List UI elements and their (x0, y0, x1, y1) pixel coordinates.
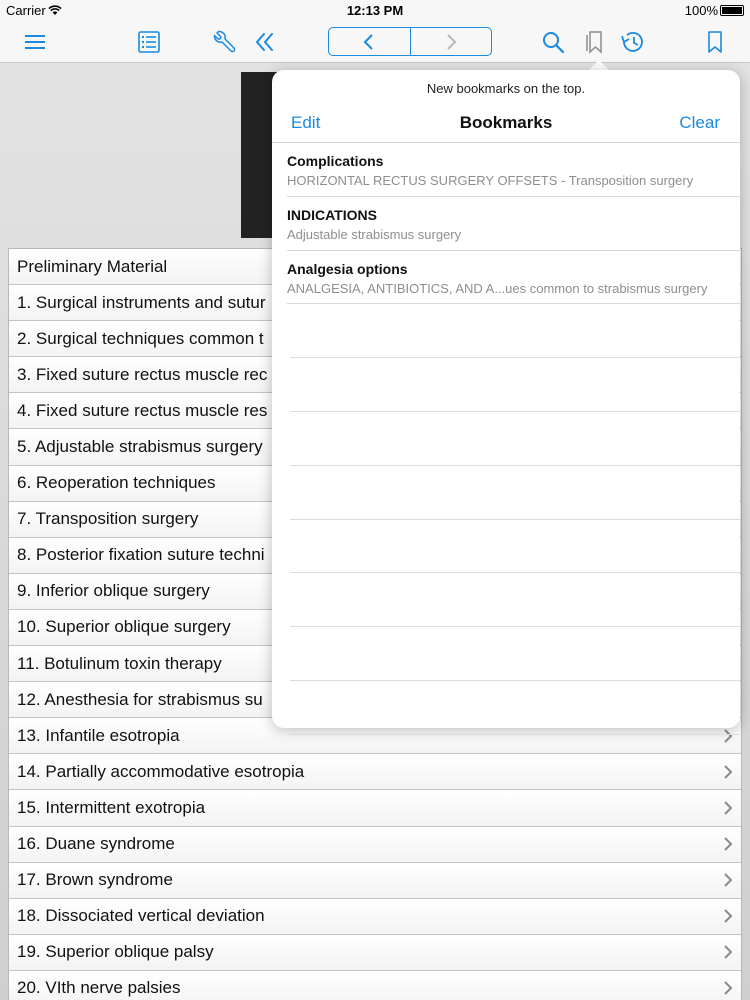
empty-row (290, 681, 740, 735)
battery-percent: 100% (684, 3, 718, 18)
toc-row-label: 11. Botulinum toxin therapy (17, 653, 222, 673)
chevron-right-icon (723, 801, 733, 815)
toc-row-label: 15. Intermittent exotropia (17, 797, 206, 817)
toc-row-label: 10. Superior oblique surgery (17, 617, 231, 637)
toc-row-label: 16. Duane syndrome (17, 834, 175, 854)
clear-button[interactable]: Clear (679, 113, 720, 132)
toc-row[interactable] (9, 863, 741, 899)
toc-row[interactable] (9, 899, 741, 935)
toc-row[interactable] (9, 971, 741, 1000)
chevron-right-icon (723, 981, 733, 995)
list-icon[interactable] (134, 27, 164, 57)
toc-row-label: 14. Partially accommodative esotropia (17, 761, 305, 781)
toc-row-label: 2. Surgical techniques common t (17, 328, 264, 348)
toc-row-label: 6. Reoperation techniques (17, 473, 216, 493)
toc-row-label: 8. Posterior fixation suture techni (17, 545, 265, 565)
empty-row (290, 627, 740, 681)
toc-row-label: 5. Adjustable strabismus surgery (17, 437, 263, 457)
history-icon[interactable] (618, 27, 648, 57)
toc-row-label: 13. Infantile esotropia (17, 725, 180, 745)
toc-row-label: 20. VIth nerve palsies (17, 978, 181, 998)
carrier-label: Carrier (6, 3, 46, 18)
back-button[interactable] (329, 28, 410, 55)
bookmark-list (272, 143, 740, 735)
empty-row (290, 466, 740, 520)
chevron-right-icon (723, 837, 733, 851)
clock: 12:13 PM (346, 3, 404, 18)
bookmark-title: Complications (287, 153, 384, 169)
chevron-right-icon (723, 945, 733, 959)
bookmark-title: INDICATIONS (287, 206, 377, 223)
popover-title: Bookmarks (459, 113, 553, 132)
bookmark-item[interactable] (287, 143, 740, 197)
status-bar (0, 0, 750, 20)
empty-row (290, 358, 740, 412)
toc-row[interactable] (9, 827, 741, 863)
empty-row (290, 573, 740, 627)
chevron-right-icon (723, 765, 733, 779)
toc-row-label: 4. Fixed suture rectus muscle res (17, 400, 268, 420)
chevron-right-icon (444, 33, 458, 51)
toc-row-label: 18. Dissociated vertical deviation (17, 906, 265, 926)
bookmark-subtitle: ANALGESIA, ANTIBIOTICS, AND A...ues common to strabismus surgery (287, 280, 708, 296)
double-chevron-left-icon[interactable] (250, 27, 280, 57)
empty-row (290, 520, 740, 574)
toc-row-label: 12. Anesthesia for strabismus su (17, 689, 263, 709)
bookmarks-icon[interactable] (580, 27, 610, 57)
toc-row-label: 1. Surgical instruments and sutur (17, 292, 266, 312)
empty-row (290, 304, 740, 358)
menu-icon[interactable] (20, 27, 50, 57)
toc-row-label: 17. Brown syndrome (17, 870, 173, 890)
empty-row (290, 412, 740, 466)
wrench-icon[interactable] (210, 27, 240, 57)
forward-button[interactable] (410, 28, 492, 55)
bookmark-title: Analgesia options (287, 260, 408, 277)
toolbar (0, 20, 750, 63)
edit-button[interactable]: Edit (291, 113, 321, 132)
toc-row[interactable] (9, 935, 741, 971)
popover-hint: New bookmarks on the top. (426, 81, 586, 96)
chevron-right-icon (723, 873, 733, 887)
bookmark-subtitle: Adjustable strabismus surgery (287, 226, 462, 242)
toc-row-label: Preliminary Material (17, 256, 168, 276)
toc-row[interactable] (9, 754, 741, 790)
page-navigation-segment (328, 27, 492, 56)
search-icon[interactable] (538, 27, 568, 57)
battery-icon (720, 5, 744, 16)
bookmark-icon[interactable] (700, 27, 730, 57)
chevron-right-icon (723, 909, 733, 923)
toc-row-label: 3. Fixed suture rectus muscle rec (17, 364, 268, 384)
toc-row[interactable] (9, 790, 741, 826)
toc-row-label: 7. Transposition surgery (17, 509, 199, 529)
bookmark-item[interactable] (287, 197, 740, 251)
toc-row-label: 9. Inferior oblique surgery (17, 581, 210, 601)
bookmark-subtitle: HORIZONTAL RECTUS SURGERY OFFSETS - Transposition surgery (287, 173, 694, 188)
chevron-left-icon (362, 33, 376, 51)
bookmarks-popover (272, 70, 740, 728)
bookmark-item[interactable] (287, 251, 740, 305)
toc-row-label: 19. Superior oblique palsy (17, 942, 214, 962)
